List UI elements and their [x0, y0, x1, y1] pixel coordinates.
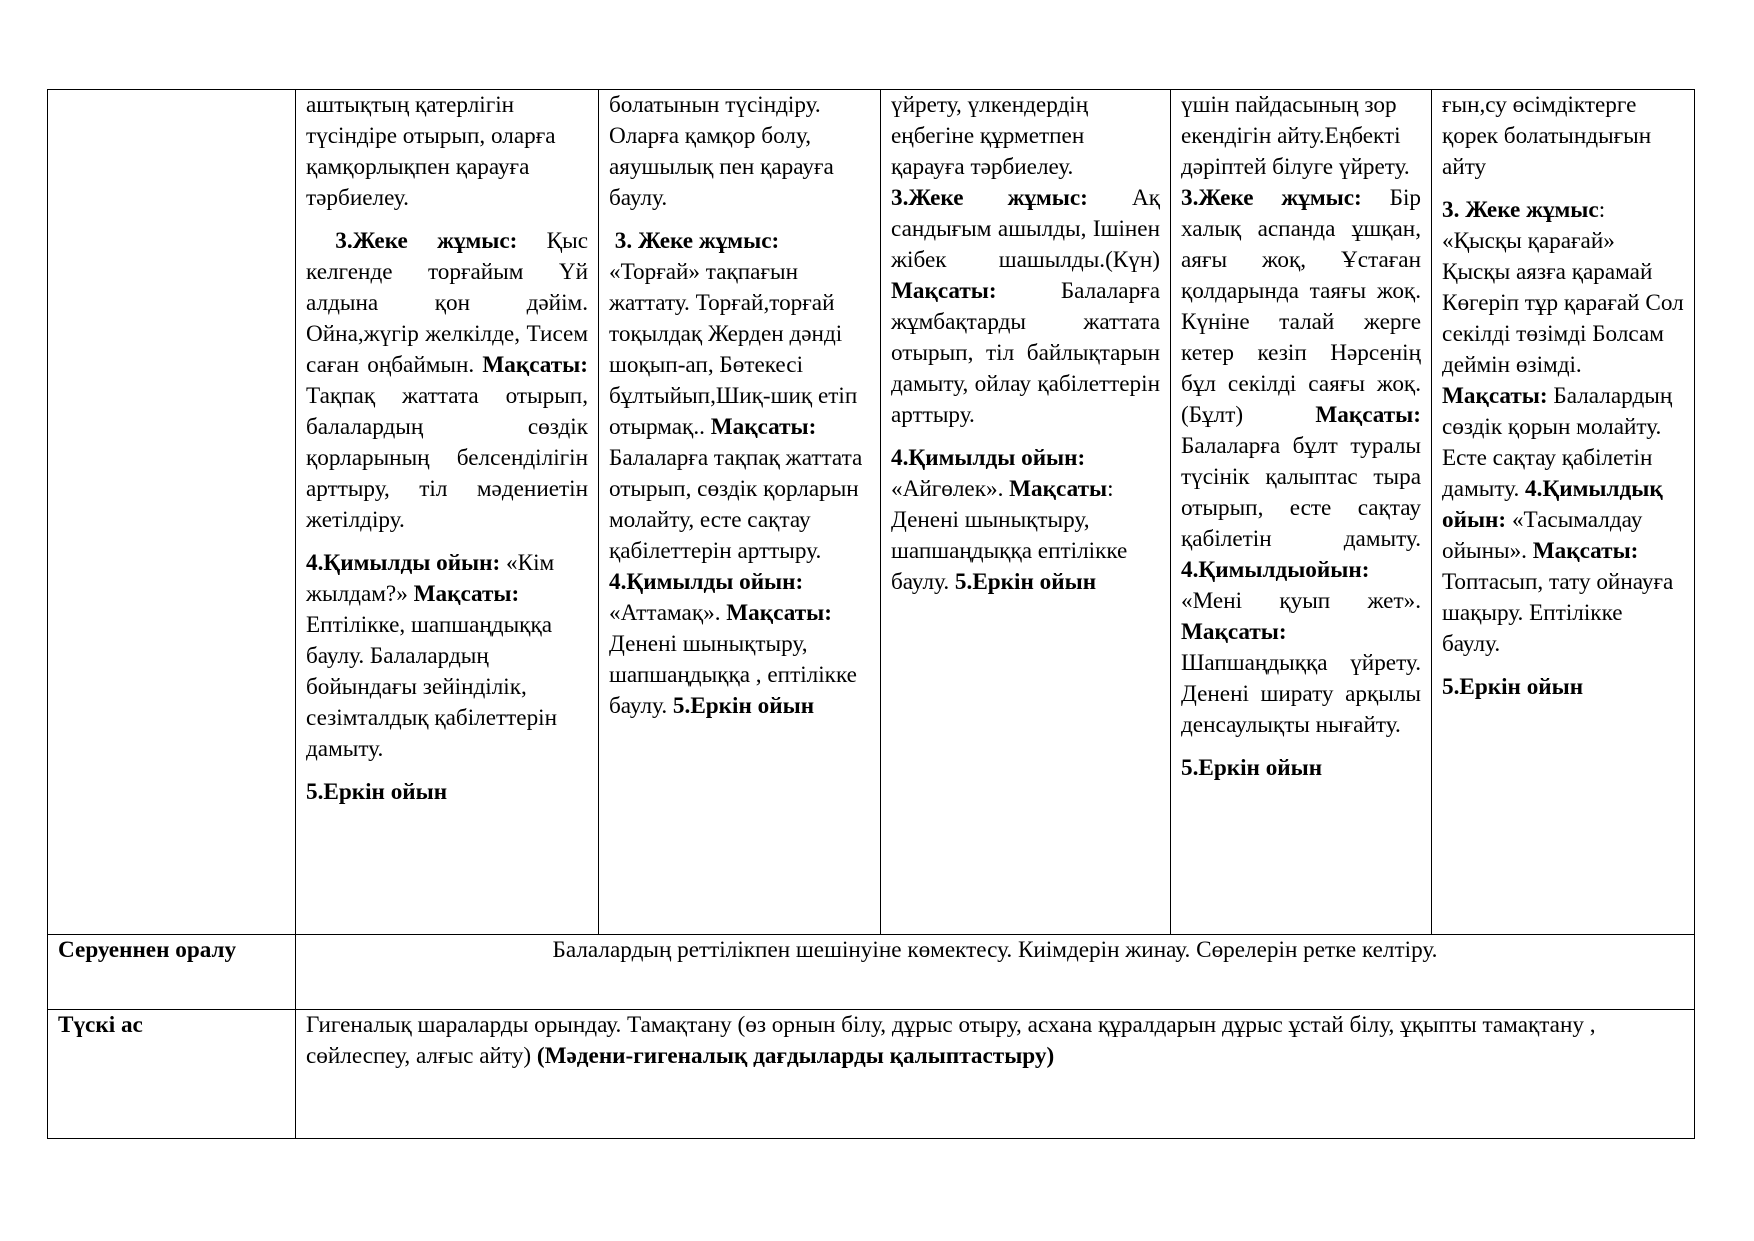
return-from-walk-row: [48, 935, 1695, 1010]
game4-title: 4.Қимылды ойын:: [891, 445, 1086, 471]
goal-text: Тақпақ жаттата отырып, балалардың сөздік қорларының белсенділігін арттыру, тіл мәдениетін жетілдіру.: [306, 383, 588, 533]
goal-label: Мақсаты:: [1442, 383, 1548, 409]
goal-label: Мақсаты:: [710, 414, 817, 440]
game4-title: 4.Қимылды ойын:: [306, 550, 501, 576]
task3-paragraph: [891, 183, 1160, 431]
goal-text: Балаларға тақпақ жаттата отырып, сөздік қорларын молайту, есте сақтау қабілеттерін арттыру.: [609, 445, 863, 564]
intro-text: болатынын түсіндіру. Оларға қамқор болу, аяушылық пен қарауға баулу.: [609, 92, 834, 211]
row-content-cell: [296, 1010, 1695, 1139]
day-cell-3: [881, 90, 1171, 935]
game4-goal-label: Мақсаты: [1009, 476, 1108, 502]
day-cell-5: [1432, 90, 1695, 935]
row-label-cell: [48, 935, 296, 1010]
row-text: Балалардың реттілікпен шешінуіне көмектесу. Киімдерін жинау. Сөрелерін ретке келтіру.: [552, 937, 1438, 963]
schedule-table: [47, 89, 1695, 1139]
task3-title: 3.Жеке жұмыс:: [891, 185, 1088, 211]
row-text: Гигеналық шараларды орындау. Тамақтану (өз орнын білу, дұрыс отыру, асхана құралдарын дұрыс ұстай білу, ұқыпты тамақтану , сөйлеспеу, алғыс айту): [306, 1012, 1596, 1069]
free-play: 5.Еркін ойын: [1181, 755, 1323, 781]
intro-text: аштықтың қатерлігін түсіндіре отырып, оларға қамқорлықпен қарауға тәрбиелеу.: [306, 92, 556, 211]
game4-text: «Айгөлек».: [891, 476, 1004, 502]
lunch-row: [48, 1010, 1695, 1139]
game4-text: «Тасымалдау ойыны».: [1442, 507, 1643, 564]
task3-title: 3.Жеке жұмыс:: [335, 228, 518, 254]
intro-text: үйрету, үлкендердің еңбегіне құрметпен қарауға тәрбиелеу.: [891, 92, 1089, 180]
task3-paragraph: [609, 226, 870, 722]
task3-text: Ақ сандығым ашылды, Ішінен жібек шашылды.(Күн): [891, 185, 1160, 273]
game4-goal-label: Мақсаты:: [413, 581, 520, 607]
task3-title: 3.Жеке жұмыс:: [1181, 185, 1362, 211]
task3-paragraph: [1442, 195, 1684, 660]
row-content-cell: [296, 935, 1695, 1010]
game4-title: 4.Қимылды ойын:: [609, 569, 804, 595]
game4-paragraph: [306, 548, 588, 765]
task3-text: «Торғай» тақпағын жаттату. Торғай,торғай тоқылдақ Жерден дәнді шоқып-ап, Бөтекесі бұлтыйып,Шиқ-шиқ етіп отырмақ..: [609, 259, 858, 440]
intro-text: ғын,су өсімдіктерге қорек болатындығын айту: [1442, 92, 1652, 180]
row-label: Серуеннен оралу: [58, 937, 237, 963]
row-label-cell-empty: [48, 90, 296, 935]
game4-goal-text: Топтасып, тату ойнауға шақыру. Ептілікке баулу.: [1442, 569, 1674, 657]
free-play: 5.Еркін ойын: [954, 569, 1097, 595]
free-play: 5.Еркін ойын: [1442, 674, 1584, 700]
goal-text: Балаларға бұлт туралы түсінік қалыптас тыра отырып, есте сақтау қабілетін дамыту.: [1181, 433, 1421, 552]
row-label-cell: [48, 1010, 296, 1139]
game4-paragraph: [891, 443, 1160, 598]
game4-goal-text: Денені шынықтыру, шапшаңдыққа , ептілікке баулу.: [609, 631, 857, 719]
game4-text: «Кім жылдам?»: [306, 550, 555, 607]
game4-goal-label: Мақсаты:: [726, 600, 832, 626]
goal-label: Мақсаты:: [482, 352, 588, 378]
task3-title: 3. Жеке жұмыс: [1442, 197, 1599, 223]
game4-goal-label: Мақсаты:: [1532, 538, 1639, 564]
goal-label: Мақсаты:: [1315, 402, 1421, 428]
task3-paragraph: [306, 226, 588, 536]
row-bold-text: (Мәдени-гигеналық дағдыларды қалыптастыру): [536, 1043, 1055, 1069]
intro-text: үшін пайдасының зор екендігін айту.Еңбекті дәріптей білуге үйрету.: [1181, 92, 1410, 180]
task3-paragraph: [1181, 183, 1421, 741]
game4-goal-text: Шапшаңдыққа үйрету. Денені ширату арқылы денсаулықты нығайту.: [1181, 650, 1421, 738]
task3-text: Бір халық аспанда ұшқан, аяғы жоқ, Ұстаған қолдарында таяғы жоқ. Күніне талай жерге кетер кезіп Нәрсенің бұл секілді саяғы жоқ. (Бұлт): [1181, 185, 1421, 428]
game4-title: 4.Қимылдық ойын:: [1442, 476, 1663, 533]
game4-goal-text: Ептілікке, шапшаңдыққа баулу. Балалардың бойындағы зейінділік, сезімталдық қабілеттерін дамыту.: [306, 612, 558, 762]
free-play: 5.Еркін ойын: [672, 693, 815, 719]
game4-text: «Аттамақ».: [609, 600, 721, 626]
day-cell-1: [296, 90, 599, 935]
game4-goal-label: Мақсаты:: [1181, 619, 1287, 645]
day-cell-4: [1171, 90, 1432, 935]
goal-text: Балаларға жұмбақтарды жаттата отырып, тіл байлықтарын дамыту, ойлау қабілеттерін арттыру.: [891, 278, 1160, 428]
goal-label: Мақсаты:: [891, 278, 997, 304]
day-cell-2: [599, 90, 881, 935]
game4-title: 4.Қимылдыойын:: [1181, 557, 1370, 583]
task3-title: 3. Жеке жұмыс:: [614, 228, 780, 254]
game4-text: «Мені қуып жет».: [1181, 588, 1421, 614]
row-label: Түскі ас: [58, 1012, 143, 1038]
task3-text: Қыс келгенде торғайым Үй алдына қон дәйім. Ойна,жүгір желкілде, Тисем саған оңбаймын.: [306, 228, 589, 378]
goal-text: Балалардың сөздік қорын молайту. Есте сақтау қабілетін дамыту.: [1442, 383, 1673, 502]
task3-text: : «Қысқы қарағай» Қысқы аязға қарамай Көгеріп тұр қарағай Сол секілді төзімді Болсам деймін өзімді.: [1442, 197, 1684, 378]
activities-row: [48, 90, 1695, 935]
free-play: 5.Еркін ойын: [306, 779, 448, 805]
game4-goal-text: : Денені шынықтыру, шапшаңдыққа ептілікке баулу.: [891, 476, 1128, 595]
